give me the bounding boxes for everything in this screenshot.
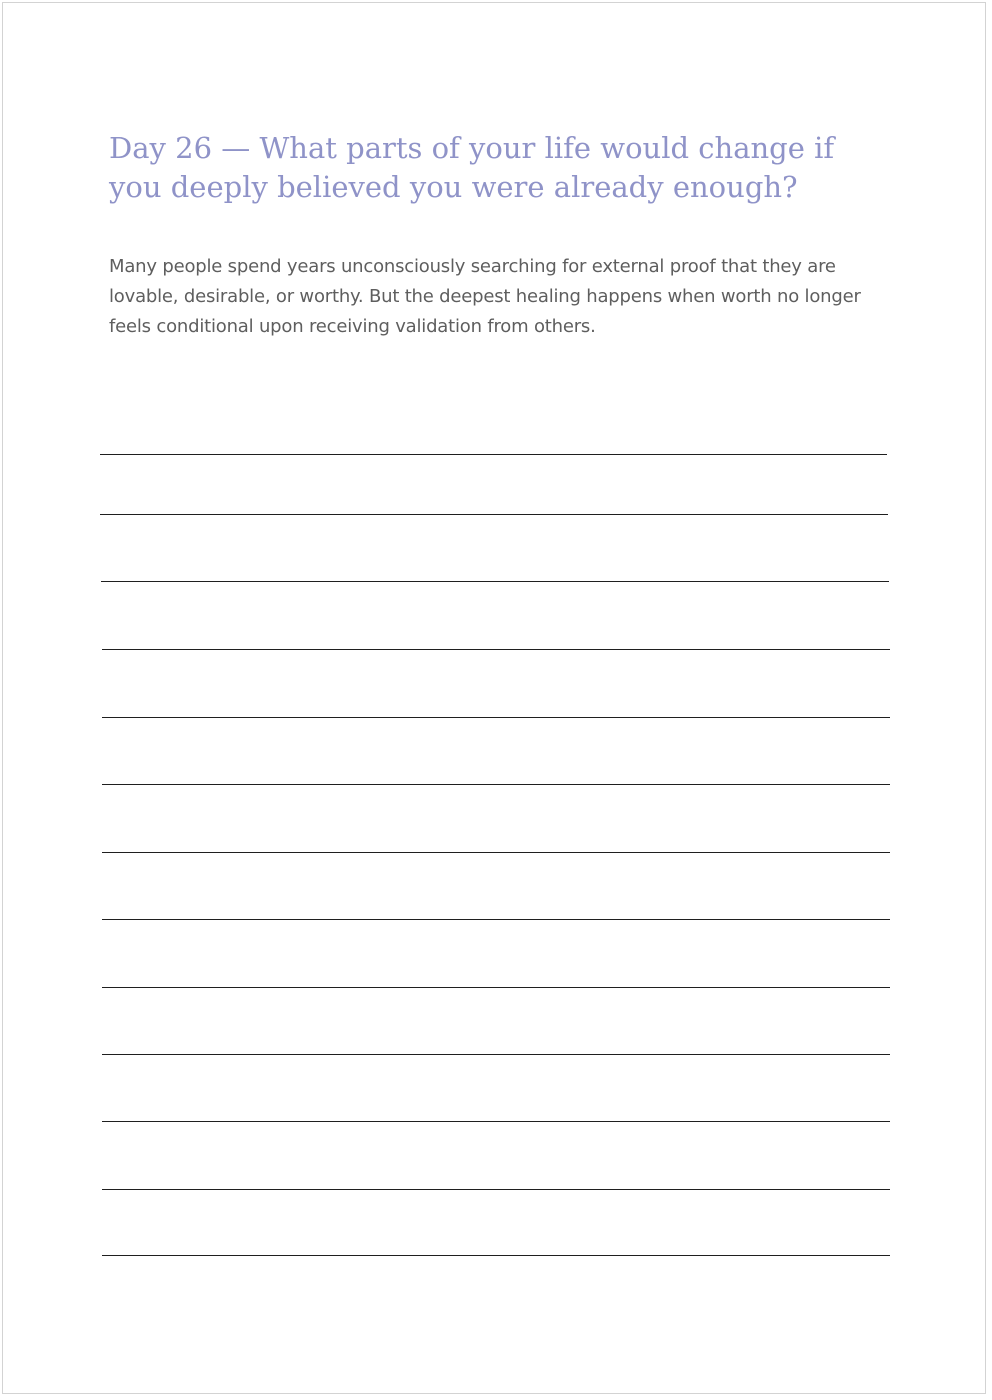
writing-line[interactable] (101, 581, 889, 582)
prompt-title: Day 26 — What parts of your life would change if you deeply believed you were already enough? (109, 131, 835, 204)
writing-line[interactable] (102, 1054, 890, 1055)
writing-line[interactable] (102, 852, 890, 853)
writing-line[interactable] (100, 514, 888, 515)
writing-line[interactable] (102, 1255, 890, 1256)
journal-page (2, 2, 986, 1394)
writing-line[interactable] (102, 1189, 890, 1190)
writing-line[interactable] (102, 1121, 890, 1122)
writing-lines (3, 3, 985, 1393)
writing-line[interactable] (102, 987, 890, 988)
writing-line[interactable] (102, 717, 890, 718)
writing-line[interactable] (102, 649, 890, 650)
prompt-description: Many people spend years unconsciously searching for external proof that they are lovable, desirable, or worthy. But the deepest healing happens when worth no longer feels conditional upon receiving validation from others. (109, 256, 861, 337)
writing-line[interactable] (102, 919, 890, 920)
writing-line[interactable] (100, 454, 887, 455)
writing-line[interactable] (102, 784, 890, 785)
